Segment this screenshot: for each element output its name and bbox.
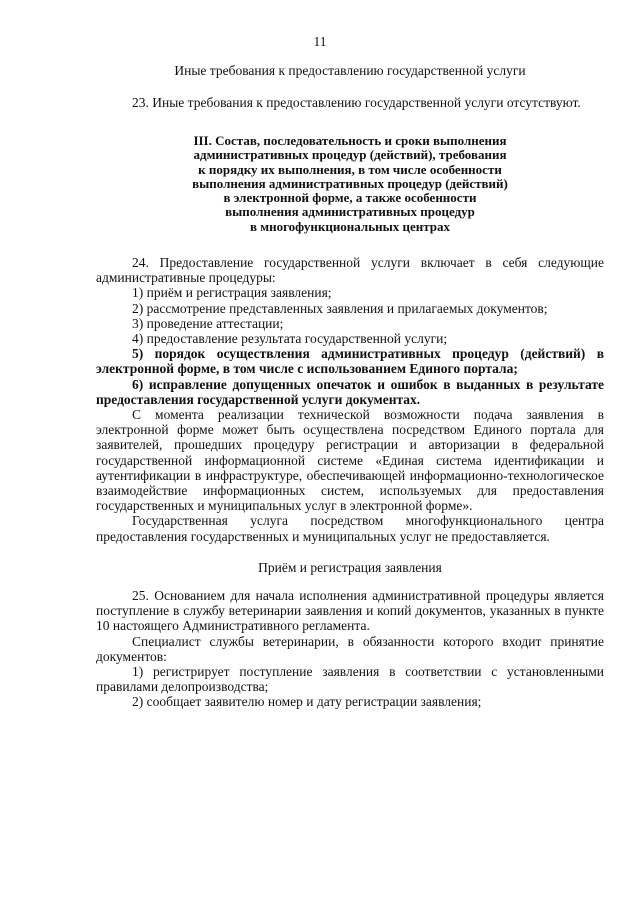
paragraph-24-intro: 24. Предоставление государственной услуги включает в себя следующие административные процедуры: [96,255,604,286]
paragraph-specialist: Специалист службы ветеринарии, в обязанности которого входит принятие документов: [96,633,604,664]
paragraph-electronic-submission: С момента реализации технической возможности подача заявления в электронной форме может быть осуществлена посредством Единого портала для заявителей, прошедших процедуру регистрации и авторизации в федеральной государственной информационной системе «Единая система идентификации и аутентификации в инфраструктуре, обеспечивающей информационно-технологическое взаимодействие информационных систем, используемых для предоставления государственных и муниципальных услуг в электронной форме». [96,407,604,514]
chapter-heading-line: III. Состав, последовательность и сроки выполнения [193,133,507,148]
page-number: 11 [313,34,327,49]
chapter-heading [120,134,580,234]
list-item: 6) исправление допущенных опечаток и ошибок в выданных в результате предоставления государственной услуги документах. [96,376,604,407]
list-item: 2) сообщает заявителю номер и дату регистрации заявления; [132,694,482,710]
paragraph-23-block [96,95,604,110]
list-item: 4) предоставление результата государственной услуги; [132,331,448,347]
paragraph-25: 25. Основанием для начала исполнения административной процедуры является поступление в службу ветеринарии заявления и копий документов, указанных в пункте 10 настоящего Административного регламента. [96,588,604,634]
list-item: 1) приём и регистрация заявления; [132,285,332,301]
chapter-heading-line: к порядку их выполнения, в том числе особенности [198,161,502,177]
chapter-heading-line: в многофункциональных центрах [249,218,450,234]
list-item: 5) порядок осуществления административных процедур (действий) в электронной форме, в том числе с использованием Единого портала; [96,346,604,377]
list-item: 1) регистрирует поступление заявления в соответствии с установленными правилами делопроизводства; [96,664,604,695]
paragraph-mfc: Государственная услуга посредством многофункционального центра предоставления государственных и муниципальных услуг не предоставляется. [96,513,604,544]
section-heading-other-requirements: Иные требования к предоставлению государственной услуги [174,63,526,78]
chapter-heading-line: административных процедур (действий), требования [193,147,507,163]
chapter-heading-line: выполнения административных процедур (действий) [192,175,508,191]
chapter-heading-line: выполнения административных процедур [225,204,475,220]
section-24-block [96,255,604,544]
paragraph-23: 23. Иные требования к предоставлению государственной услуги отсутствуют. [132,95,581,110]
list-item: 3) проведение аттестации; [132,315,284,331]
section-heading-reception: Приём и регистрация заявления [258,560,442,575]
chapter-heading-line: в электронной форме, а также особенности [223,190,477,206]
section-25-block [96,588,604,710]
list-item: 2) рассмотрение представленных заявления и прилагаемых документов; [132,300,548,316]
